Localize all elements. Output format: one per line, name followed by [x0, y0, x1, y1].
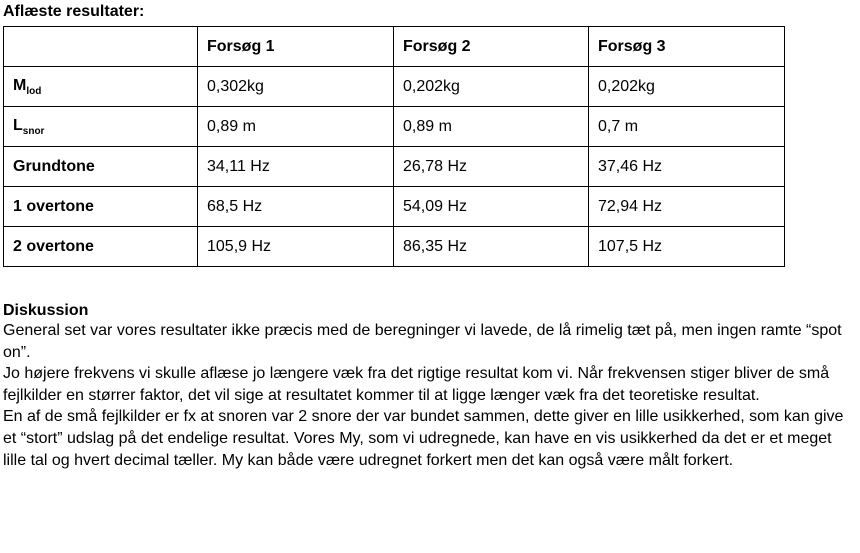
row-label-sub: snor	[22, 125, 45, 137]
results-table	[3, 26, 785, 267]
table-cell: 37,46 Hz	[589, 147, 785, 187]
table-row	[4, 107, 785, 147]
discussion-paragraph: General set var vores resultater ikke præcis med de beregninger vi lavede, de lå rimelig tæt på, men ingen ramte “spot on”.	[3, 322, 842, 361]
row-label: 1 overtone	[4, 187, 198, 227]
row-label-sub: lod	[26, 85, 42, 97]
table-row	[4, 67, 785, 107]
table-header-cell: Forsøg 1	[198, 27, 394, 67]
table-cell: 54,09 Hz	[394, 187, 589, 227]
table-cell: 0,202kg	[394, 67, 589, 107]
discussion-title: Diskussion	[3, 302, 89, 319]
table-header-cell	[4, 27, 198, 67]
discussion-paragraph: En af de små fejlkilder er fx at snoren var 2 snore der var bundet sammen, dette giver en lille usikkerhed, som kan give et “stort” udslag på det endelige resultat. Vores My, som vi udregnede, kan have en vis usikkerhed da det er et meget lille tal og hvert decimal tæller. My kan både være udregnet forkert men det kan også være målt forkert.	[3, 408, 844, 469]
table-header-cell: Forsøg 3	[589, 27, 785, 67]
row-label-main: L	[13, 116, 23, 134]
discussion-paragraph: Jo højere frekvens vi skulle aflæse jo længere væk fra det rigtige resultat kom vi. Når frekvensen stiger bliver de små fejlkilder en størrer faktor, det vil sige at resultatet kommer til at ligge længer væk fra det teoretiske resultat.	[3, 365, 830, 404]
table-cell: 0,89 m	[394, 107, 589, 147]
row-label-main: M	[13, 76, 27, 94]
table-row	[4, 227, 785, 267]
row-label: 2 overtone	[4, 227, 198, 267]
table-cell: 26,78 Hz	[394, 147, 589, 187]
table-cell: 0,7 m	[589, 107, 785, 147]
table-row	[4, 187, 785, 227]
discussion-body	[3, 320, 855, 471]
table-cell: 0,302kg	[198, 67, 394, 107]
table-cell: 86,35 Hz	[394, 227, 589, 267]
row-label	[4, 107, 198, 147]
table-cell: 105,9 Hz	[198, 227, 394, 267]
row-label	[4, 67, 198, 107]
table-row	[4, 147, 785, 187]
table-header-cell: Forsøg 2	[394, 27, 589, 67]
row-label: Grundtone	[4, 147, 198, 187]
table-cell: 107,5 Hz	[589, 227, 785, 267]
table-cell: 0,89 m	[198, 107, 394, 147]
table-header-row	[4, 27, 785, 67]
table-cell: 72,94 Hz	[589, 187, 785, 227]
results-heading: Aflæste resultater:	[3, 3, 145, 20]
table-cell: 68,5 Hz	[198, 187, 394, 227]
table-cell: 34,11 Hz	[198, 147, 394, 187]
table-cell: 0,202kg	[589, 67, 785, 107]
